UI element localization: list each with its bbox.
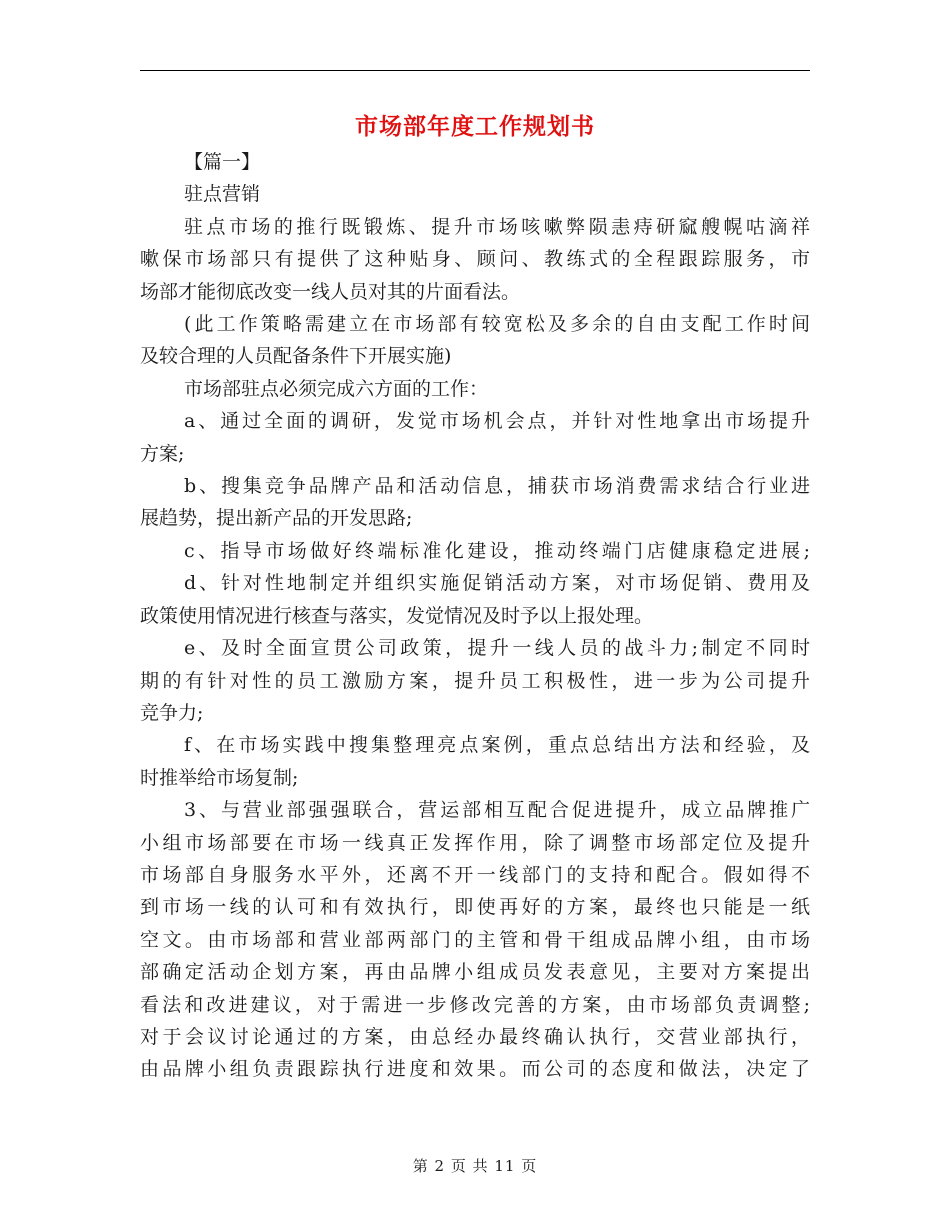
paragraph-line: a、通过全面的调研，发觉市场机会点，并针对性地拿出市场提升	[184, 410, 810, 433]
paragraph-line: b、搜集竞争品牌产品和活动信息，捕获市场消费需求结合行业进	[184, 475, 810, 498]
paragraph-line: 及较合理的人员配备条件下开展实施)	[140, 345, 452, 368]
paragraph-line: 对于会议讨论通过的方案，由总经办最终确认执行，交营业部执行，	[140, 1025, 810, 1048]
paragraph-line: e、及时全面宣贯公司政策，提升一线人员的战斗力;制定不同时	[184, 637, 810, 660]
paragraph-line: 展趋势，提出新产品的开发思路;	[140, 507, 413, 530]
paragraph-line: 期的有针对性的员工激励方案，提升员工积极性，进一步为公司提升	[140, 669, 810, 692]
header-rule	[140, 70, 810, 71]
paragraph-line: 场部才能彻底改变一线人员对其的片面看法。	[140, 280, 521, 303]
page-number-footer: 第 2 页 共 11 页	[412, 1157, 538, 1175]
paragraph-line: 市场部驻点必须完成六方面的工作：	[184, 377, 489, 400]
paragraph-line: 竞争力;	[140, 701, 204, 724]
paragraph-line: 空文。由市场部和营业部两部门的主管和骨干组成品牌小组，由市场	[140, 928, 810, 951]
paragraph-line: 部确定活动企划方案，再由品牌小组成员发表意见，主要对方案提出	[140, 961, 810, 984]
document-body	[140, 146, 810, 1086]
paragraph-line: c、指导市场做好终端标准化建设，推动终端门店健康稳定进展;	[184, 539, 810, 562]
section-label: 【篇一】	[184, 151, 261, 173]
paragraph-line: (此工作策略需建立在市场部有较宽松及多余的自由支配工作时间	[184, 313, 810, 336]
document-title: 市场部年度工作规划书	[355, 113, 595, 140]
paragraph-line: 小组市场部要在市场一线真正发挥作用，除了调整市场部定位及提升	[140, 831, 810, 854]
paragraph-line: 驻点市场的推行既锻炼、提升市场咳嗽弊陨恚痔研窳艘幌咕滴祥	[184, 215, 810, 238]
paragraph-line: f、在市场实践中搜集整理亮点案例，重点总结出方法和经验，及	[184, 734, 810, 757]
paragraph-line: 由品牌小组负责跟踪执行进度和效果。而公司的态度和做法，决定了	[140, 1058, 810, 1081]
paragraph-line: 市场部自身服务水平外，还离不开一线部门的支持和配合。假如得不	[140, 863, 810, 886]
paragraph-line: 驻点营销	[184, 183, 261, 206]
paragraph-line: 3、与营业部强强联合，营运部相互配合促进提升，成立品牌推广	[184, 799, 810, 822]
paragraph-line: 时推举给市场复制;	[140, 766, 299, 789]
paragraph-line: 嗽保市场部只有提供了这种贴身、顾问、教练式的全程跟踪服务，市	[140, 248, 810, 271]
paragraph-line: 看法和改进建议，对于需进一步修改完善的方案，由市场部负责调整;	[140, 993, 810, 1016]
paragraph-line: 方案;	[140, 442, 185, 465]
paragraph-line: 到市场一线的认可和有效执行，即使再好的方案，最终也只能是一纸	[140, 896, 810, 919]
paragraph-line: 政策使用情况进行核查与落实，发觉情况及时予以上报处理。	[140, 604, 654, 627]
paragraph-line: d、针对性地制定并组织实施促销活动方案，对市场促销、费用及	[184, 572, 810, 595]
